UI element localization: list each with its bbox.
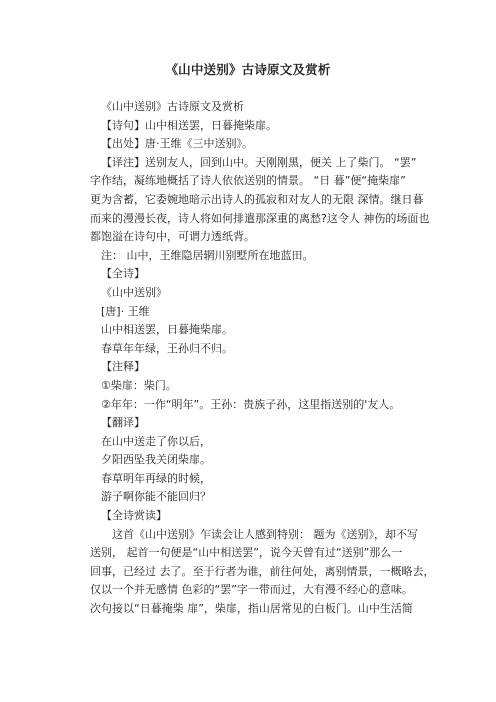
text-line: 更为含蓄，它委婉地暗示出诗人的孤寂和对友人的无限 深情。继日暮	[90, 192, 424, 206]
poem-line: 山中相送罢，日暮掩柴扉。	[101, 323, 233, 337]
section-heading: 【翻译】	[101, 416, 145, 430]
poem-author: [唐]· 王维	[101, 304, 150, 318]
section-heading: 【注释】	[101, 360, 145, 374]
document-title: 《山中送别》古诗原文及赏析	[165, 62, 331, 77]
note-line: ②年年：一作“明年”。王孙：贵族子孙，这里指送别的'友人。	[101, 397, 401, 411]
translation-line: 夕阳西坠我关闭柴扉。	[101, 453, 211, 467]
section-heading: 【全诗】	[101, 267, 145, 281]
note-line: ①柴扉：柴门。	[101, 378, 177, 392]
text-line: 【诗句】山中相送罢，日暮掩柴扉。	[101, 118, 277, 132]
translation-line: 在山中送走了你以后，	[101, 434, 211, 448]
text-line: 都饱溢在诗句中，可谓力透纸背。	[90, 230, 255, 244]
poem-title: 《山中送别》	[101, 285, 167, 299]
text-line: 回事，已经过 去了。至于行者为谁，前往何处，离别情景，一概略去，	[90, 564, 435, 578]
text-line: 字作结，凝练地概括了诗人依依送别的情景。 “日 暮”便“掩柴扉”	[90, 174, 406, 188]
text-line: 《山中送别》古诗原文及赏析	[101, 100, 244, 113]
poem-line: 春草年年绿，王孙归不归。	[101, 341, 233, 355]
text-line: 而来的漫漫长夜，诗人将如何排遣那深重的离愁?这令人 神伤的场面也	[90, 211, 430, 225]
translation-line: 春草明年再绿的时候，	[101, 471, 211, 485]
text-line: 仅以一个并无感情 色彩的“罢”字一带而过，大有漫不经心的意味。	[90, 583, 413, 597]
translation-line: 游子啊你能不能回归？	[101, 490, 211, 504]
text-line: 这首《山中送别》乍读会让人感到特别： 题为《送别》，却不写	[112, 527, 418, 541]
text-line: 【译注】送别友人，回到山中。天刚刚黑，便关 上了柴门。 “罢”	[101, 155, 417, 169]
text-line: 注： 山中，王维隐居辋川别墅所在地蓝田。	[101, 248, 314, 262]
section-heading: 【全诗赏读】	[101, 509, 167, 523]
text-line: 【出处】唐·王维《三中送别》。	[101, 137, 253, 151]
text-line: 送别， 起首一句便是“山中相送罢”，说今天曾有过“送别”那么一	[90, 546, 403, 560]
text-line: 次句接以“日暮掩柴 扉”，柴扉，指山居常见的白板门。山中生活简	[90, 602, 413, 616]
